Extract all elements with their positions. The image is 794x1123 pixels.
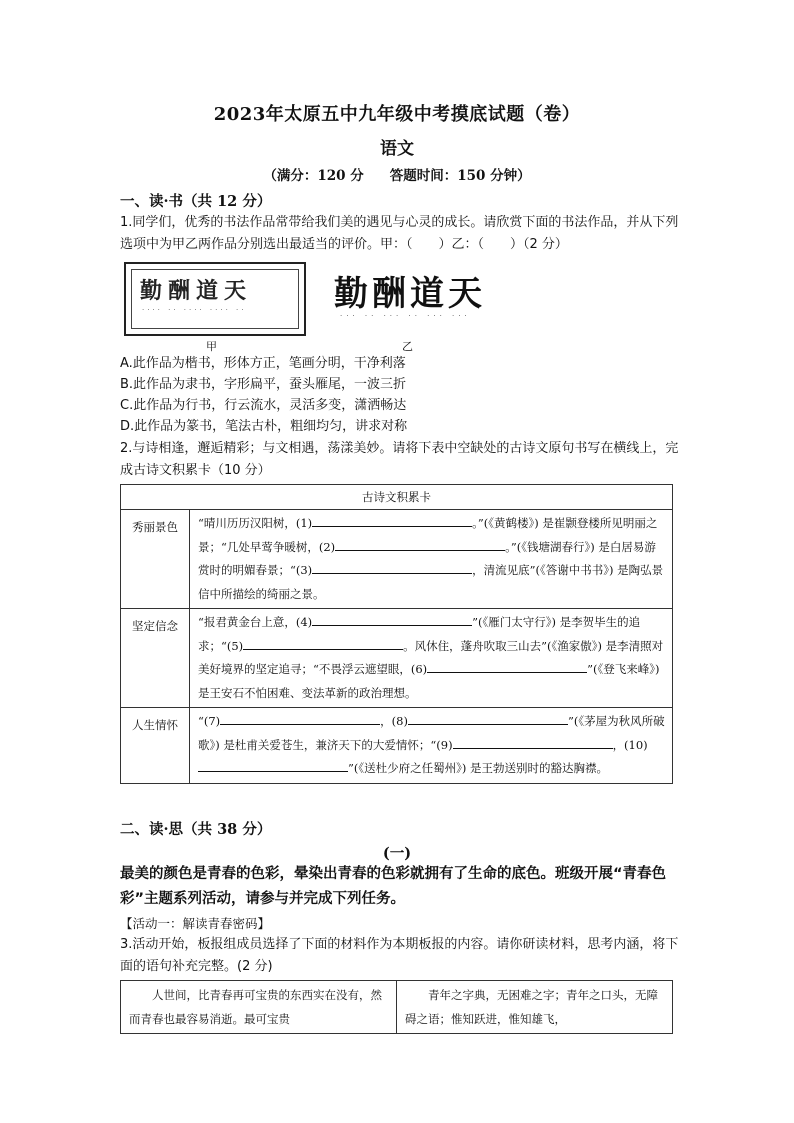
caption-b: 乙 [402,340,413,353]
part-one-heading: (一) [382,845,412,862]
answer-blank-2[interactable] [335,536,505,551]
calligraphy-a-chars: 勤酬道天 [140,278,253,304]
caption-a: 甲 [206,340,217,353]
option-c: C.此作品为行书，行云流水，灵活多变，潇洒畅达 [120,398,407,413]
table-row: 秀丽景色 “晴川历历汉阳树，(1) 。”(《黄鹤楼》) 是崔颢登楼所见明丽之景；“几处早莺争暖树，(2) 。”(《钱塘湖春行》) 是白居易游赏时的明媚春景；“(3) ，清流见底”(《答谢中书书》) 是陶弘景信中所描绘的绮丽之景。 [121,510,673,609]
row-label: 人生情怀 [121,708,190,784]
section-2-heading: 二、读·思（共 38 分） [120,821,272,838]
row-label: 秀丽景色 [121,510,190,609]
exam-title: 2023年太原五中九年级中考摸底试题（卷） [213,104,581,125]
material-table [120,980,673,1034]
answer-blank-8[interactable] [408,710,568,725]
subject-title: 语文 [380,139,414,159]
table-row: 坚定信念 “报君黄金台上意，(4) ”(《雁门太守行》) 是李贺毕生的追求；“(5) 。风休住，蓬舟吹取三山去”(《渔家傲》) 是李清照对美好境界的坚定追寻；“不畏浮云遮望眼，(6) ”(《登飞来峰》) 是王安石不怕困难、变法革新的政治理想。 [121,609,673,708]
calligraphy-b-chars: 勤酬道天 [334,274,486,314]
answer-blank-9[interactable] [453,734,613,749]
answer-blank-4[interactable] [312,611,472,626]
question-3: 3.活动开始，板报组成员选择了下面的材料作为本期板报的内容。请你研读材料，思考内涵，将下面的语句补充完整。(2 分) [120,937,679,974]
material-right: 青年之字典，无困难之字；青年之口头，无障碍之语；惟知跃进，惟知雄飞， [397,981,673,1034]
material-left: 人世间，比青春再可宝贵的东西实在没有，然而青春也最容易消逝。最可宝贵 [121,981,397,1034]
question-1: 1.同学们，优秀的书法作品常带给我们美的遇见与心灵的成长。请欣赏下面的书法作品，并从下列选项中为甲乙两作品分别选出最适当的评价。甲：（ ）乙：（ ）（2 分） [120,215,679,252]
option-d: D.此作品为篆书，笔法古朴，粗细均匀，讲求对称 [120,419,408,434]
table-row [121,981,673,1034]
card-caption: 古诗文积累卡 [121,485,673,510]
answer-blank-10[interactable] [198,757,348,772]
calligraphy-artwork-b: 勤酬道天 ··· ·· ··· ·· ··· ··· [332,266,502,336]
option-b: B.此作品为隶书，字形扁平，蚕头雁尾，一波三折 [120,377,407,392]
poetry-card-table [120,484,673,784]
table-row: 人生情怀 “(7) ，(8) ”(《茅屋为秋风所破歌》) 是杜甫关爱苍生，兼济天下的大爱情怀；“(9) ，(10)”(《送杜少府之任蜀州》) 是王勃送别时的豁达胸襟。 [121,708,673,784]
answer-blank-6[interactable] [427,658,587,673]
option-a: A.此作品为楷书，形体方正，笔画分明，干净利落 [120,356,406,371]
section-2-intro: 最美的颜色是青春的色彩，晕染出青春的色彩就拥有了生命的底色。班级开展“青春色彩”主题系列活动，请参与并完成下列任务。 [120,866,667,907]
exam-meta [0,164,794,184]
answer-blank-5[interactable] [243,635,403,650]
question-2: 2.与诗相逢，邂逅精彩；与文相遇，荡漾美妙。请将下表中空缺处的古诗文原句书写在横线上，完成古诗文积累卡（10 分） [120,441,679,478]
section-1-heading: 一、读·书（共 12 分） [120,193,272,210]
answer-blank-7[interactable] [220,710,380,725]
exam-time: 答题时间：150 分钟） [389,168,531,184]
row-label: 坚定信念 [121,609,190,708]
answer-blank-1[interactable] [312,512,472,527]
answer-blank-3[interactable] [312,559,472,574]
calligraphy-artwork-a: 勤酬道天 ···· ·· ···· ···· ·· [124,262,306,336]
full-score: （满分：120 分 [263,168,364,184]
activity-one-heading: 【活动一：解读青春密码】 [120,916,271,931]
